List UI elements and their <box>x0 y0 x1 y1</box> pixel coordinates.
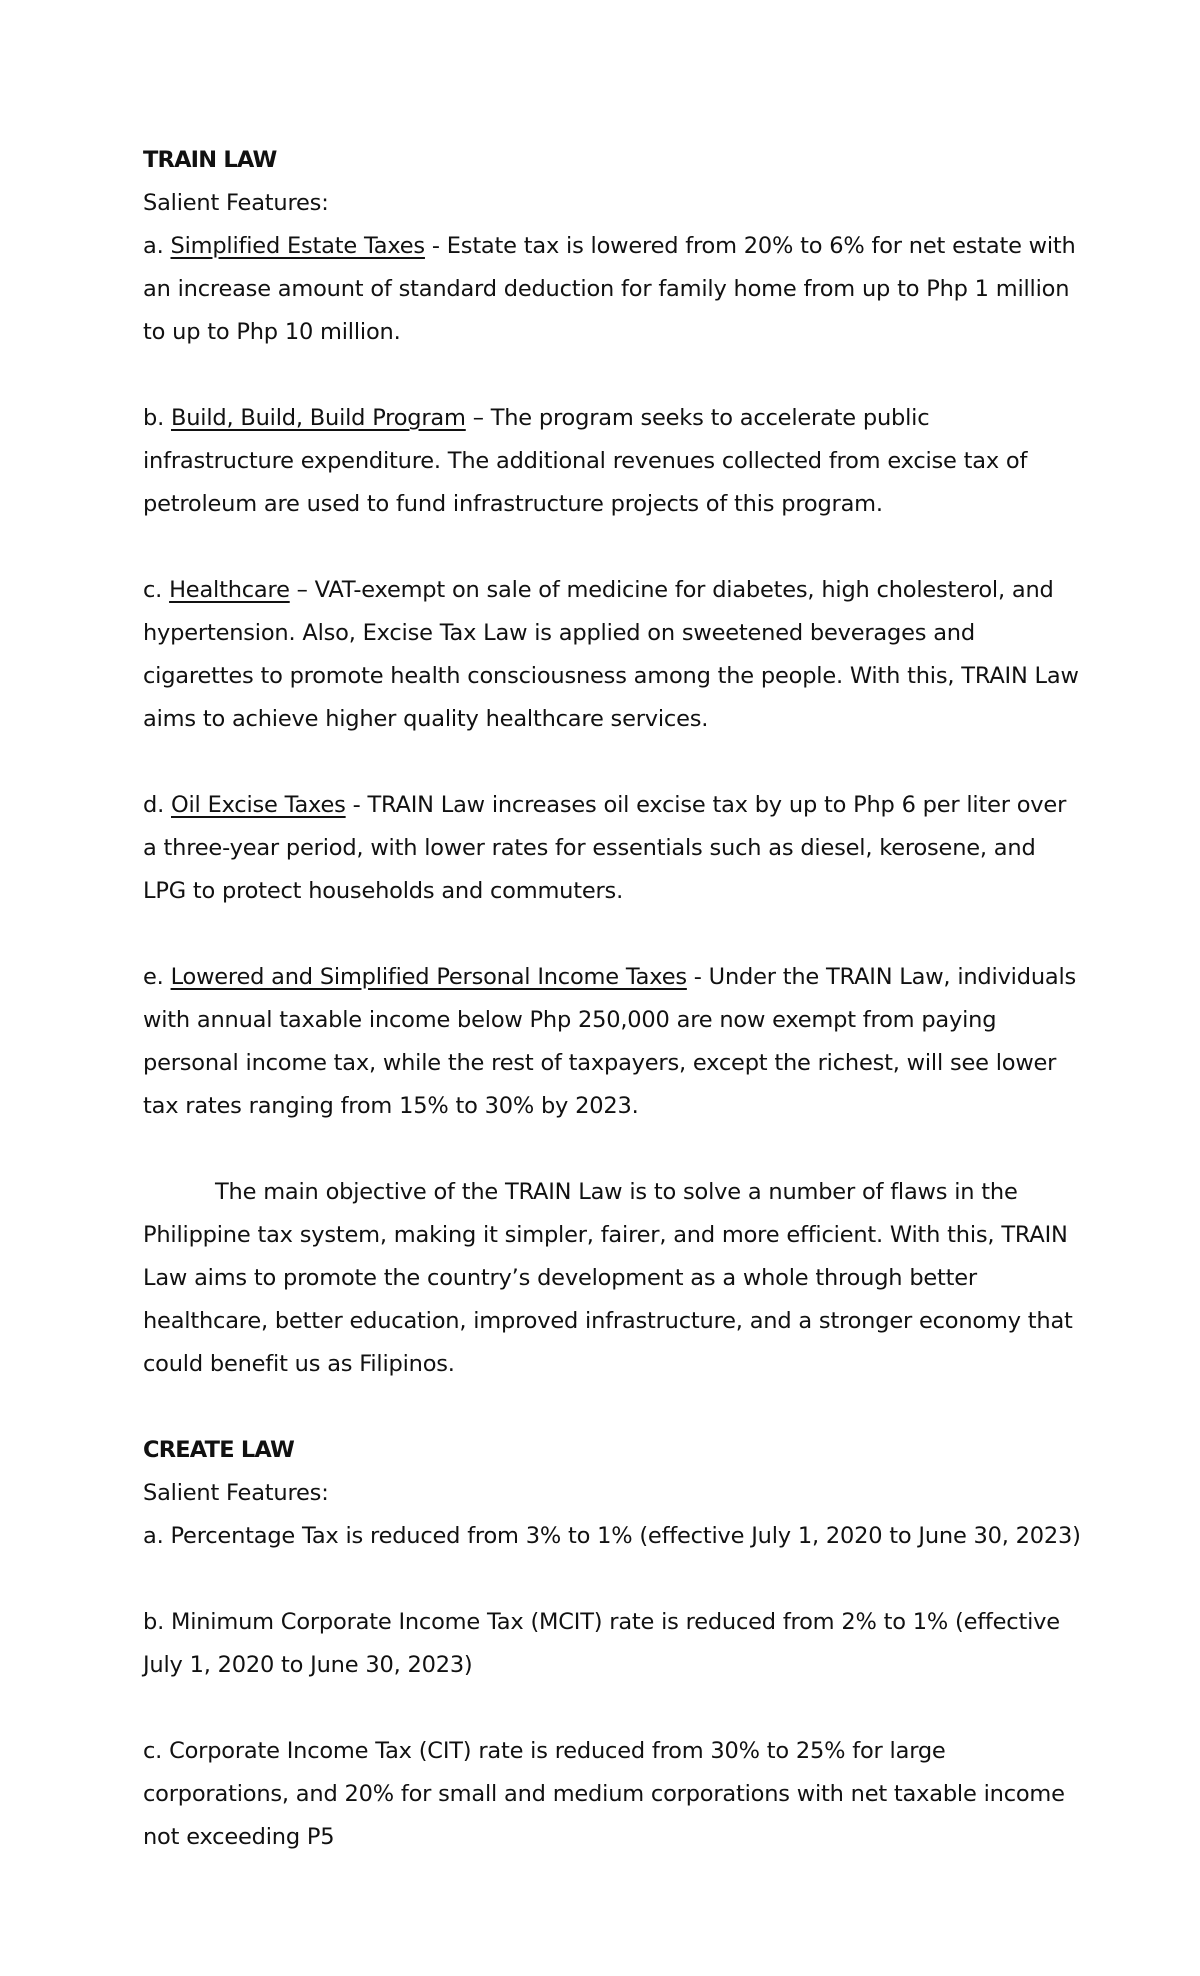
item-letter: d. <box>143 792 171 818</box>
item-text: – The program seeks to accelerate public infrastructure expenditure. The additional revenues collected from excise tax of petroleum are used to fund infrastructure projects of this program. <box>143 405 1028 517</box>
document-page <box>143 139 1083 1902</box>
create-item-cit: c. Corporate Income Tax (CIT) rate is reduced from 30% to 25% for large corporations, and 20% for small and medium corporations with net taxable income not exceeding P5 <box>143 1738 1065 1850</box>
train-law-heading: TRAIN LAW <box>143 147 277 173</box>
item-topic: Simplified Estate Taxes <box>170 233 425 259</box>
train-item-income-taxes <box>143 956 1083 1128</box>
item-topic: Build, Build, Build Program <box>171 405 466 431</box>
create-salient-features-label: Salient Features: <box>143 1480 329 1506</box>
item-letter: e. <box>143 964 171 990</box>
item-topic: Healthcare <box>169 577 290 603</box>
train-item-build-program <box>143 397 1083 526</box>
train-salient-features-label: Salient Features: <box>143 190 329 216</box>
item-letter: b. <box>143 405 171 431</box>
create-item-percentage-tax: a. Percentage Tax is reduced from 3% to 1% (effective July 1, 2020 to June 30, 2023) <box>143 1523 1081 1549</box>
item-topic: Lowered and Simplified Personal Income Taxes <box>170 964 687 990</box>
train-conclusion-paragraph: The main objective of the TRAIN Law is to solve a number of flaws in the Philippine tax system, making it simpler, fairer, and more efficient. With this, TRAIN Law aims to promote the country’s development as a whole through better healthcare, better education, improved infrastructure, and a stronger economy that could benefit us as Filipinos. <box>143 1179 1073 1377</box>
create-law-heading: CREATE LAW <box>143 1437 294 1463</box>
train-item-estate-taxes <box>143 225 1083 354</box>
item-text: – VAT-exempt on sale of medicine for diabetes, high cholesterol, and hypertension. Also, Excise Tax Law is applied on sweetened beverages and cigarettes to promote health consciousness among the people. With this, TRAIN Law aims to achieve higher quality healthcare services. <box>143 577 1079 732</box>
item-text: - Under the TRAIN Law, individuals with annual taxable income below Php 250,000 are now exempt from paying personal income tax, while the rest of taxpayers, except the richest, will see lower tax rates ranging from 15% to 30% by 2023. <box>143 964 1077 1119</box>
train-item-oil-excise <box>143 784 1083 913</box>
create-item-mcit: b. Minimum Corporate Income Tax (MCIT) rate is reduced from 2% to 1% (effective July 1, 2020 to June 30, 2023) <box>143 1609 1060 1678</box>
item-letter: c. <box>143 577 170 603</box>
item-text: - Estate tax is lowered from 20% to 6% for net estate with an increase amount of standard deduction for family home from up to Php 1 million to up to Php 10 million. <box>143 233 1076 345</box>
train-item-healthcare <box>143 569 1083 741</box>
item-text: - TRAIN Law increases oil excise tax by up to Php 6 per liter over a three-year period, with lower rates for essentials such as diesel, kerosene, and LPG to protect households and commuters. <box>143 792 1067 904</box>
item-topic: Oil Excise Taxes <box>171 792 346 818</box>
item-letter: a. <box>143 233 171 259</box>
